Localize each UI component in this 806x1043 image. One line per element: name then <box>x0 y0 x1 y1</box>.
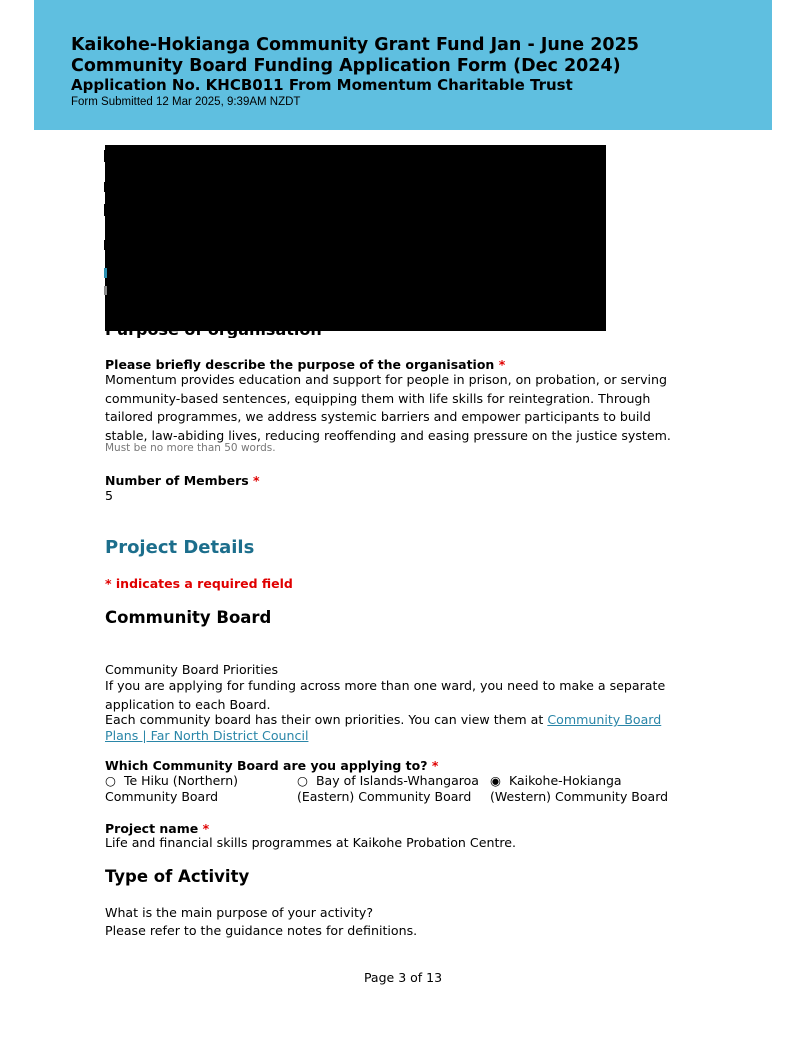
activity-question: What is the main purpose of your activity? <box>105 905 374 920</box>
radio-kaikohe-hokianga[interactable]: ◉ Kaikohe-Hokianga (Western) Community Board <box>490 773 669 804</box>
project-name-value: Life and financial skills programmes at Kaikohe Probation Centre. <box>105 835 517 850</box>
redaction-edge <box>104 286 107 295</box>
redaction-edge <box>104 268 107 278</box>
redaction-edge <box>104 182 108 192</box>
radio-selected-icon: ◉ <box>490 773 501 788</box>
purpose-label: Please briefly describe the purpose of the organisation * <box>105 357 506 372</box>
priorities-text: If you are applying for funding across more than one ward, you need to make a separate application to each Board. <box>105 678 666 712</box>
word-limit-note: Must be no more than 50 words. <box>105 442 276 454</box>
priorities-title: Community Board Priorities <box>105 662 279 677</box>
project-name-label: Project name * <box>105 821 210 836</box>
priorities-link-text: Each community board has their own priorities. You can view them at Community Board Plans | Far North District Council <box>105 712 662 743</box>
community-board-plans-link-cont[interactable]: Plans | Far North District Council <box>105 727 309 743</box>
purpose-answer: Momentum provides education and support for people in prison, on probation, or serving community-based sentences, equipping them with life skills for reintegration. Through tailored programmes, we address systemic barriers and empower participants to build stable, law-abiding lives, reducing reoffending and easing pressure on the justice system. <box>105 372 671 443</box>
header-title-line2: Community Board Funding Application Form (Dec 2024) <box>71 56 621 76</box>
redaction-edge <box>104 240 108 250</box>
radio-unselected-icon: ○ <box>105 773 116 788</box>
redaction-block <box>105 145 606 331</box>
header-title-line1: Kaikohe-Hokianga Community Grant Fund Jan - June 2025 <box>71 35 639 55</box>
radio-unselected-icon: ○ <box>297 773 308 788</box>
members-value: 5 <box>105 488 114 503</box>
members-label: Number of Members * <box>105 473 260 488</box>
required-field-note: * indicates a required field <box>105 576 293 591</box>
application-number: Application No. KHCB011 From Momentum Charitable Trust <box>71 76 573 94</box>
board-question-label: Which Community Board are you applying to? * <box>105 758 439 773</box>
project-details-heading: Project Details <box>105 537 255 558</box>
community-board-radio-group <box>105 773 705 807</box>
radio-te-hiku[interactable]: ○ Te Hiku (Northern) Community Board <box>105 773 239 804</box>
redaction-edge <box>104 150 108 162</box>
redaction-edge <box>104 204 108 216</box>
radio-bay-of-islands[interactable]: ○ Bay of Islands-Whangaroa (Eastern) Community Board <box>297 773 479 804</box>
section-heading-purpose: Purpose of organisation <box>105 320 322 338</box>
activity-guidance: Please refer to the guidance notes for definitions. <box>105 923 418 938</box>
community-board-plans-link[interactable]: Community Board <box>547 712 662 727</box>
page-number: Page 3 of 13 <box>363 970 443 985</box>
type-of-activity-heading: Type of Activity <box>105 867 250 886</box>
submitted-timestamp: Form Submitted 12 Mar 2025, 9:39AM NZDT <box>71 96 301 108</box>
community-board-heading: Community Board <box>105 608 272 627</box>
